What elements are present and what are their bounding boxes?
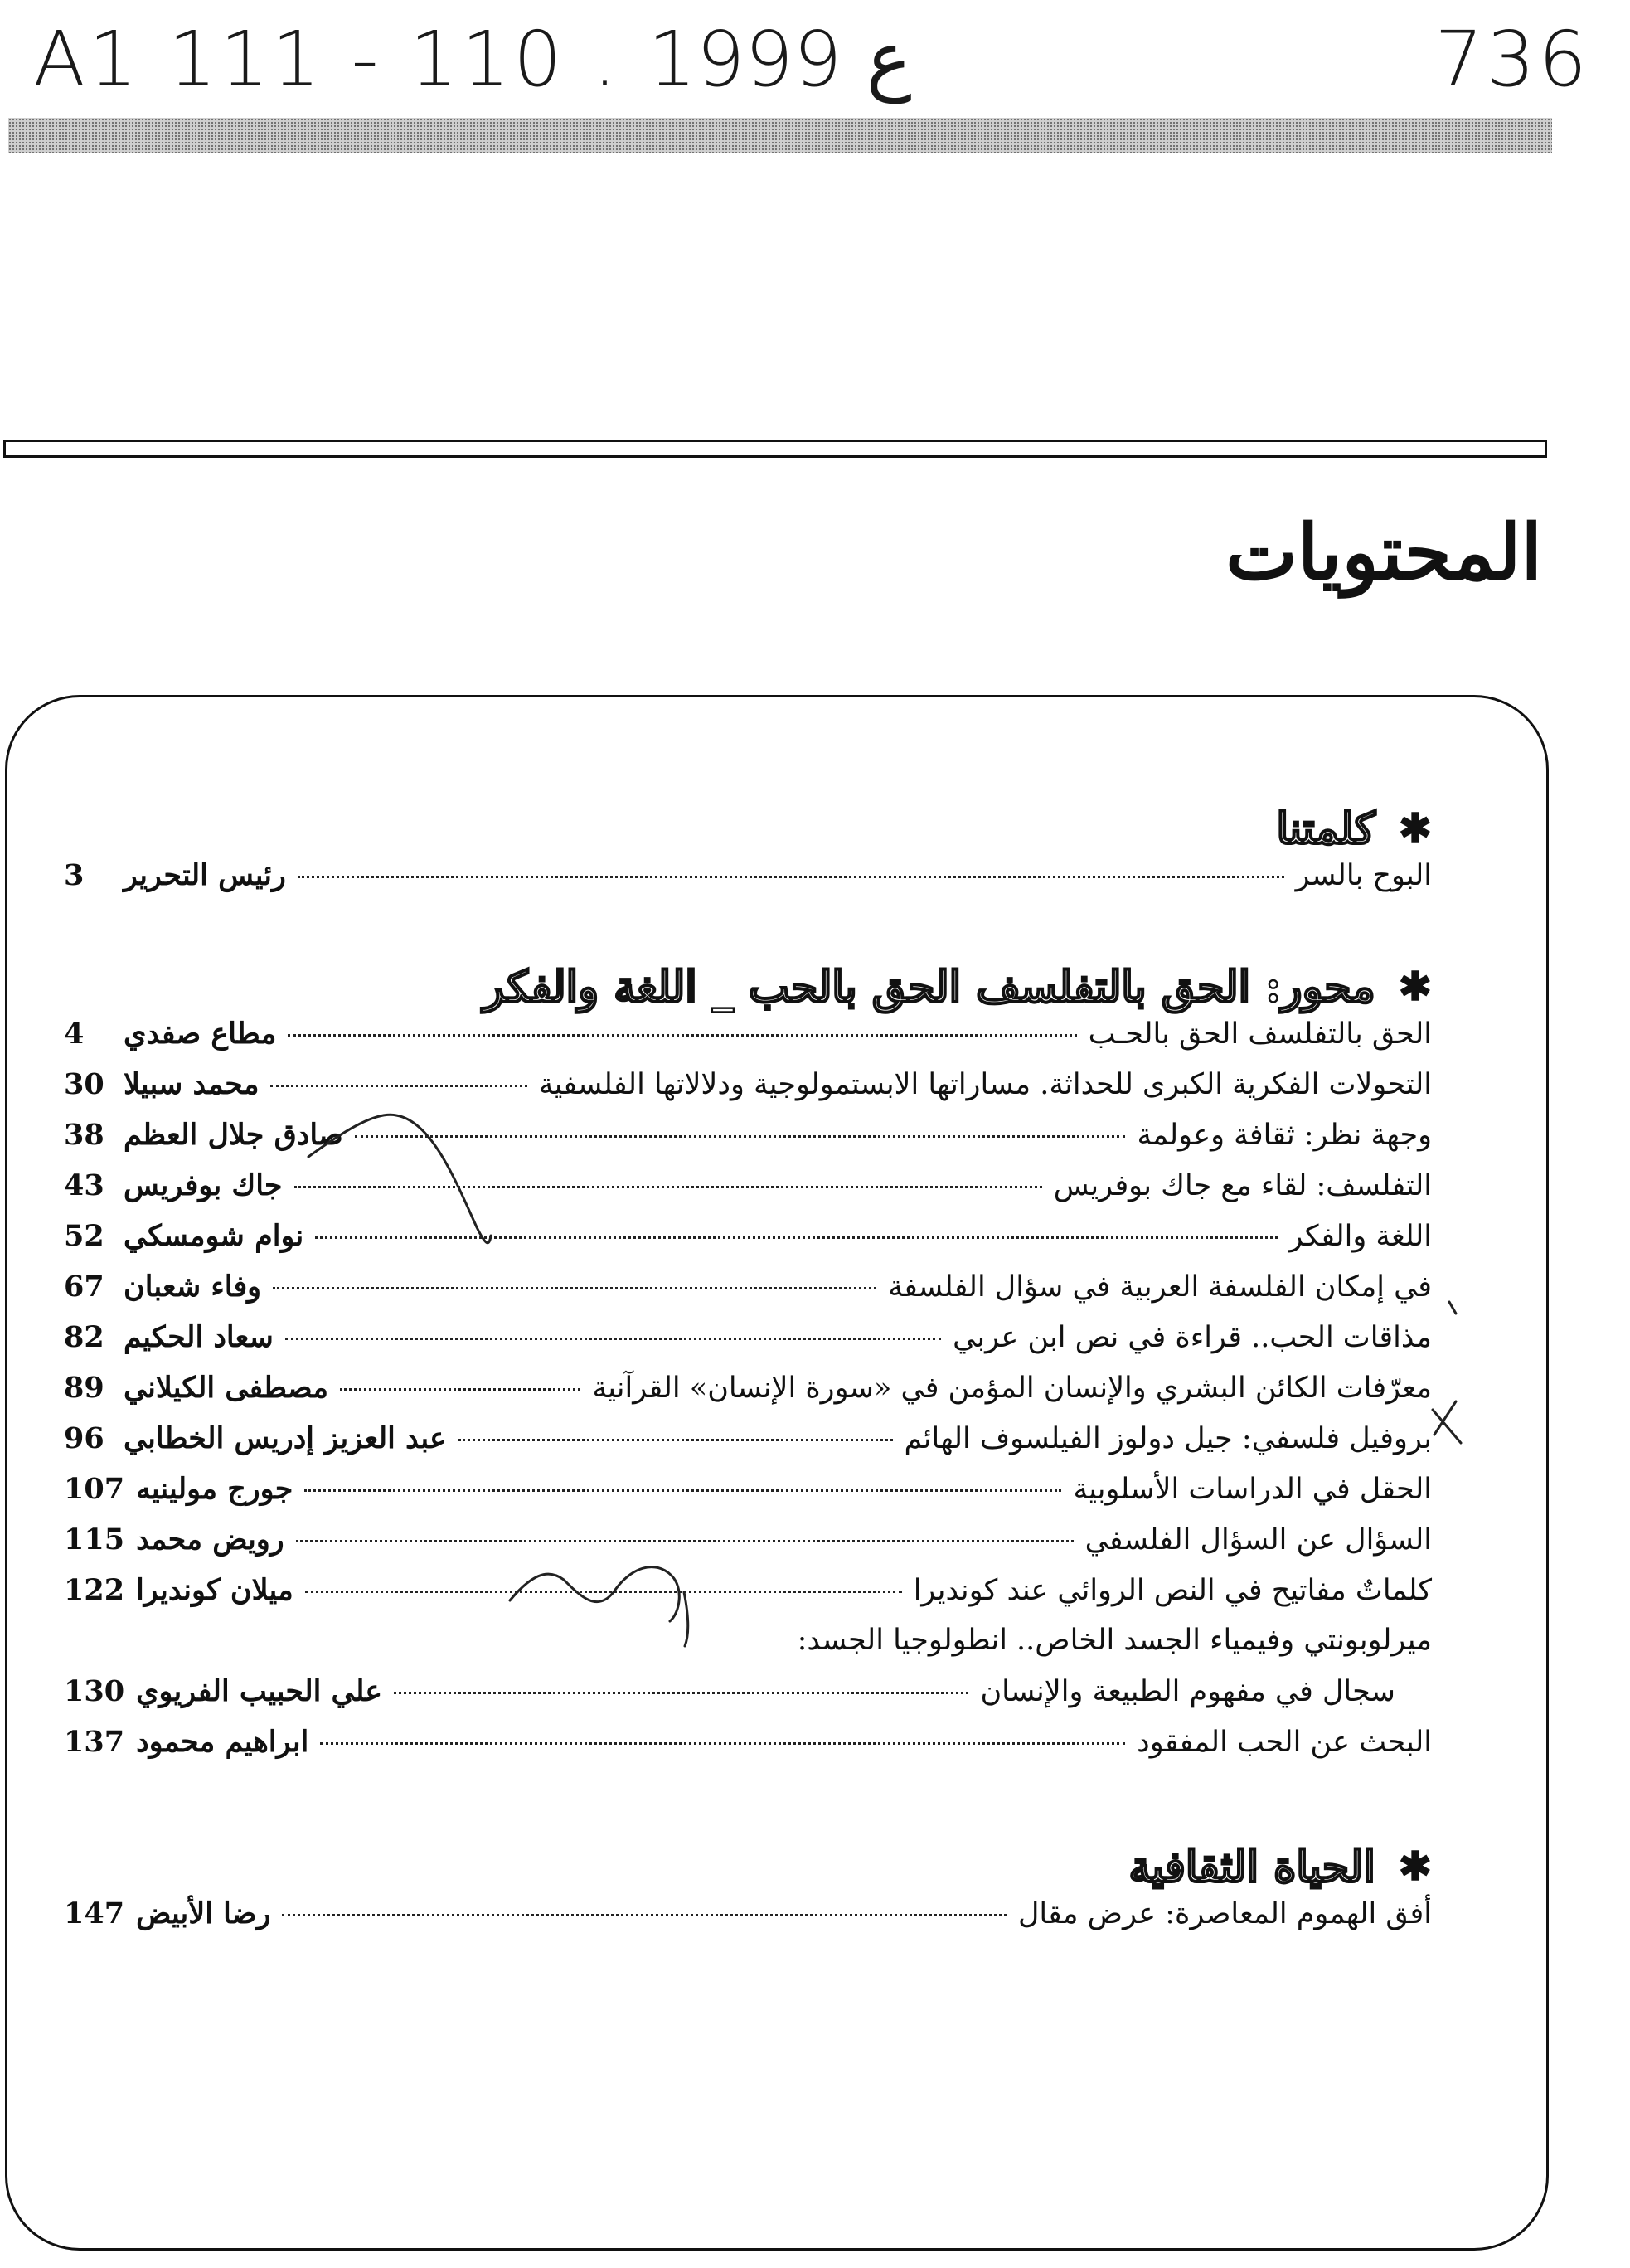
toc-entry: كلماتٌ مفاتيح في النص الروائي عند كونديرا ميلان كونديرا 122 [64,1573,1432,1607]
toc-entry: البوح بالسر رئيس التحرير 3 [64,858,1432,892]
toc-entry: الحقل في الدراسات الأسلوبية جورج مولينيه 107 [64,1472,1432,1506]
asterisk-icon: ✱ [1398,964,1432,1010]
toc-entry: السؤال عن السؤال الفلسفي رويض محمد 115 [64,1523,1432,1557]
scan-noise-band [8,118,1552,153]
section-heading: ✱ محور: الحق بالتفلسف الحق بالحب _ اللغة والفكر [483,961,1432,1013]
toc-entry: مذاقات الحب.. قراءة في نص ابن عربي سعاد الحكيم 82 [64,1320,1432,1354]
toc-entry: التحولات الفكرية الكبرى للحداثة. مساراتها الابستمولوجية ودلالاتها الفلسفية محمد سبيلا 30 [64,1067,1432,1101]
toc-entry: الحق بالتفلسف الحق بالحـب مطاع صفدي 4 [64,1017,1432,1051]
toc-entry-heading-line: ميرلوبونتي وفيمياء الجسد الخاص.. انطولوجيا الجسد: [797,1624,1432,1657]
toc-entry: التفلسف: لقاء مع جاك بوفريس جاك بوفريس 43 [64,1168,1432,1202]
asterisk-icon: ✱ [1398,805,1432,852]
toc-entry: بروفيل فلسفي: جيل دولوز الفيلسوف الهائم عبد العزيز إدريس الخطابي 96 [64,1421,1432,1455]
toc-entry: اللغة والفكر نوام شومسكي 52 [64,1219,1432,1253]
toc-list [64,799,1432,1947]
asterisk-icon: ✱ [1398,1843,1432,1890]
toc-entry: البحث عن الحب المفقود ابراهيم محمود 137 [64,1725,1432,1759]
toc-entry: معرّفات الكائن البشري والإنسان المؤمن في «سورة الإنسان» القرآنية مصطفى الكيلاني 89 [64,1371,1432,1405]
handwritten-reference: A1 111 - 110 . ع 1999 [33,15,912,104]
toc-entry: في إمكان الفلسفة العربية في سؤال الفلسفة وفاء شعبان 67 [64,1270,1432,1304]
handwritten-page-number: 736 [1434,15,1590,104]
toc-frame [5,695,1549,2251]
section-heading: ✱ كلمتنا [1276,803,1432,854]
toc-entry: أفق الهموم المعاصرة: عرض مقال رضا الأبيض 147 [64,1896,1432,1930]
page-title: المحتويات [1225,508,1542,597]
toc-entry: سجال في مفهوم الطبيعة والإنسان علي الحبيب الفريوي 130 [64,1674,1395,1708]
toc-entry: وجهة نظر: ثقافة وعولمة صادق جلال العظم 38 [64,1118,1432,1152]
section-heading: ✱ الحياة الثقافية [1128,1841,1432,1892]
title-rule [3,440,1547,458]
